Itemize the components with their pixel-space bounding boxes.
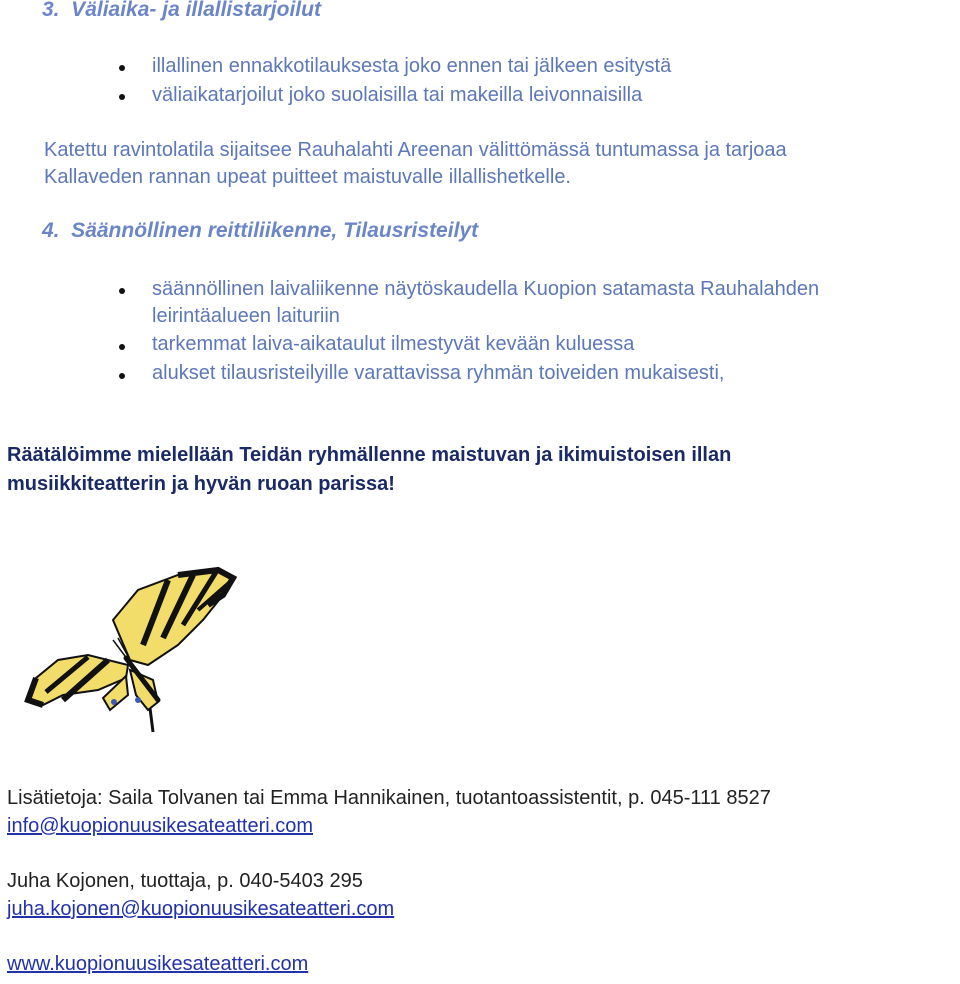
paragraph-line: Katettu ravintolatila sijaitsee Rauhalahti Areenan välittömässä tuntumassa ja tarjoaa xyxy=(44,139,787,161)
bullet-icon xyxy=(119,65,125,71)
contact-line: Lisätietoja: Saila Tolvanen tai Emma Hannikainen, tuotantoassistentit, p. 045-111 8527 xyxy=(7,787,771,809)
email-link[interactable]: info@kuopionuusikesateatteri.com xyxy=(7,815,314,837)
paragraph-line: Kallaveden rannan upeat puitteet maistuvalle illallishetkelle. xyxy=(44,166,571,188)
bullet-icon xyxy=(119,94,125,100)
list-item-continuation: leirintäalueen laituriin xyxy=(152,305,340,327)
contact-line: Juha Kojonen, tuottaja, p. 040-5403 295 xyxy=(7,870,363,892)
bullet-icon xyxy=(119,288,125,294)
list-item: illallinen ennakkotilauksesta joko ennen tai jälkeen esitystä xyxy=(152,55,672,77)
website-link[interactable]: www.kuopionuusikesateatteri.com xyxy=(7,953,309,975)
closing-line: musiikkiteatterin ja hyvän ruoan parissa! xyxy=(7,473,395,495)
email-link[interactable]: juha.kojonen@kuopionuusikesateatteri.com xyxy=(7,898,395,920)
list-item: alukset tilausristeilyille varattavissa ryhmän toiveiden mukaisesti, xyxy=(152,362,725,384)
list-item: tarkemmat laiva-aikataulut ilmestyvät kevään kuluessa xyxy=(152,333,635,355)
closing-line: Räätälöimme mielellään Teidän ryhmällenne maistuvan ja ikimuistoisen illan xyxy=(7,444,732,466)
list-item: säännöllinen laivaliikenne näytöskaudella Kuopion satamasta Rauhalahden xyxy=(152,278,820,300)
bullet-icon xyxy=(119,344,125,350)
section-3-heading: 3. Väliaika- ja illallistarjoilut xyxy=(42,0,321,21)
bullet-icon xyxy=(119,373,125,379)
list-item: väliaikatarjoilut joko suolaisilla tai makeilla leivonnaisilla xyxy=(152,84,643,106)
section-4-heading: 4. Säännöllinen reittiliikenne, Tilausristeilyt xyxy=(42,219,479,242)
butterfly-icon xyxy=(18,560,238,740)
